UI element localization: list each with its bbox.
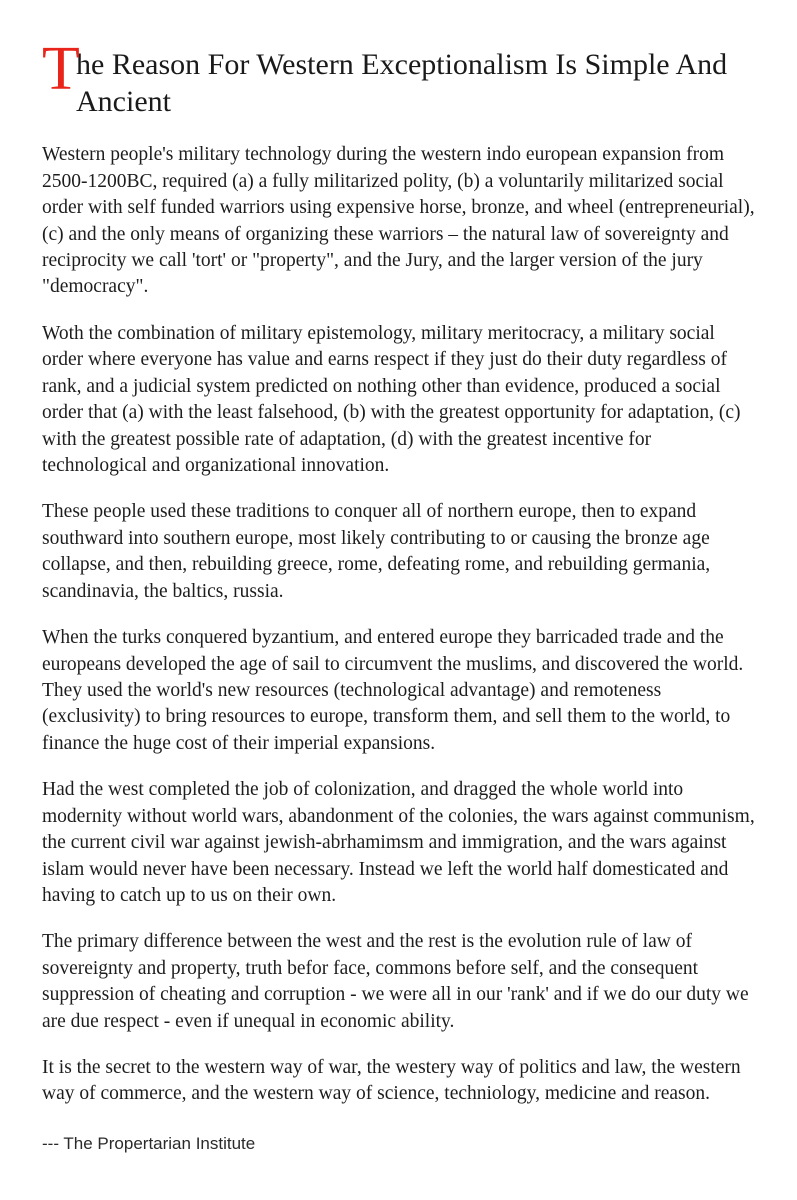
- paragraph-6: The primary difference between the west and the rest is the evolution rule of law of sovereignty and property, truth befor face, commons before self, and the consequent suppression of cheating and corruption - we were all in our 'rank' and if we do our duty we are due respect - even if unequal in economic ability.: [42, 931, 749, 1032]
- article-body: [42, 142, 755, 1108]
- paragraph-1: Western people's military technology during the western indo european expansion from 2500-1200BC, required (a) a fully militarized polity, (b) a voluntarily militarized social order with self funded warriors using expensive horse, bronze, and wheel (entrepreneurial), (c) and the only means of organizing these warriors – the natural law of sovereignty and reciprocity we call 'tort' or "property", and the Jury, and the larger version of the jury "democracy".: [42, 144, 755, 298]
- page-title-text: he Reason For Western Exceptionalism Is Simple And Ancient: [76, 48, 728, 119]
- drop-cap-letter: T: [42, 35, 80, 103]
- paragraph-7: It is the secret to the western way of war, the westery way of politics and law, the western way of commerce, and the western way of science, techniology, medicine and reason.: [42, 1057, 741, 1105]
- paragraph-3: These people used these traditions to conquer all of northern europe, then to expand southward into southern europe, most likely contributing to or causing the bronze age collapse, and then, rebuilding greece, rome, defeating rome, and rebuilding germania, scandinavia, the baltics, russia.: [42, 501, 711, 602]
- paragraph-5: Had the west completed the job of colonization, and dragged the whole world into modernity without world wars, abandonment of the colonies, the wars against communism, the current civil war against jewish-abrhamimsm and immigration, and the wars against islam would never have been necessary. Instead we left the world half domesticated and having to catch up to us on their own.: [42, 779, 755, 906]
- paragraph-4: When the turks conquered byzantium, and entered europe they barricaded trade and the europeans developed the age of sail to circumvent the muslims, and discovered the world. They used the world's new resources (technological advantage) and remoteness (exclusivity) to bring resources to europe, transform them, and sell them to the world, to finance the huge cost of their imperial expansions.: [42, 627, 744, 754]
- paragraph-2: Woth the combination of military epistemology, military meritocracy, a military social order where everyone has value and earns respect if they just do their duty regardless of rank, and a judicial system predicted on nothing other than evidence, produced a social order that (a) with the least falsehood, (b) with the greatest opportunity for adaptation, (c) with the greatest possible rate of adaptation, (d) with the greatest incentive for technological and organizational innovation.: [42, 322, 741, 477]
- attribution-signature: --- The Propertarian Institute: [42, 1133, 256, 1153]
- page-title: [42, 35, 755, 120]
